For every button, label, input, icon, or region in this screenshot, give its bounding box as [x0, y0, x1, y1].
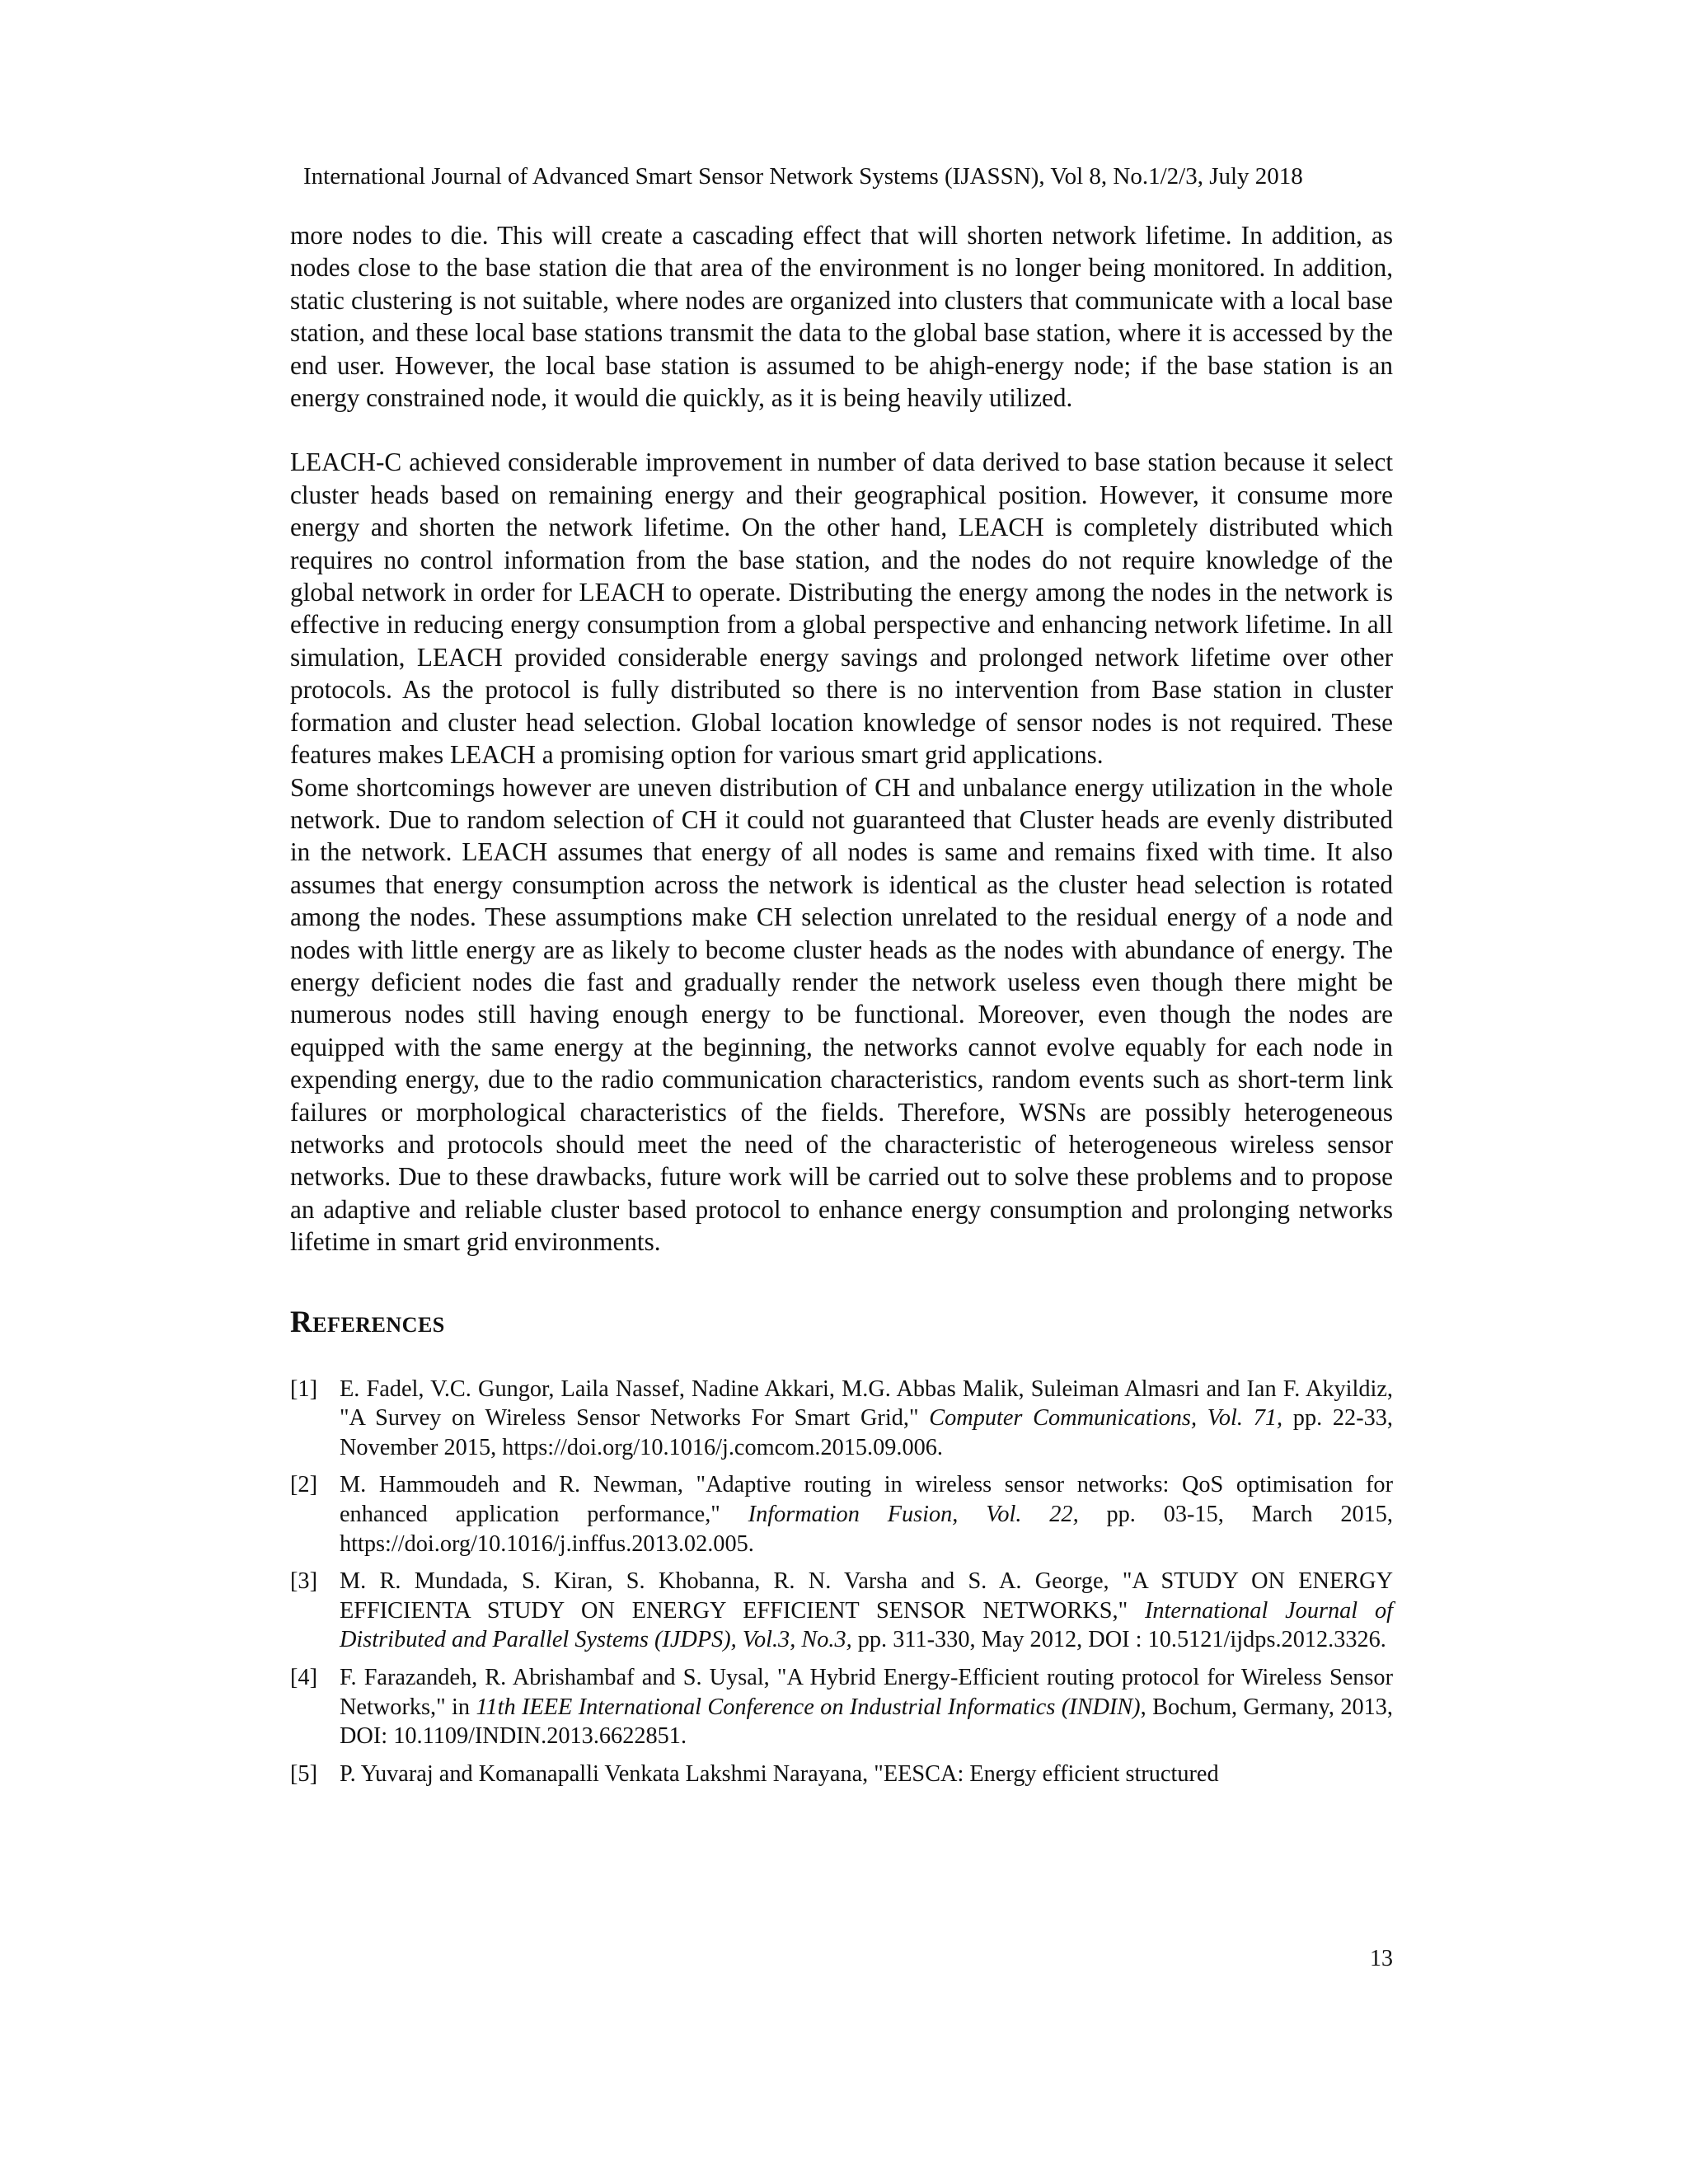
reference-text: P. Yuvaraj and Komanapalli Venkata Lakshmi Narayana, "EESCA: Energy efficient structured — [340, 1760, 1219, 1787]
reference-item — [290, 1375, 1393, 1463]
reference-item — [290, 1470, 1393, 1558]
reference-item — [290, 1760, 1393, 1789]
body-paragraph: LEACH-C achieved considerable improvement in number of data derived to base station because it select cluster heads based on remaining energy and their geographical position. However, it consume more energy and shorten the network lifetime. On the other hand, LEACH is completely distributed which requires no control information from the base station, and the nodes do not require knowledge of the global network in order for LEACH to operate. Distributing the energy among the nodes in the network is effective in reducing energy consumption from a global perspective and enhancing network lifetime. In all simulation, LEACH provided considerable energy savings and prolonged network lifetime over other protocols. As the protocol is fully distributed so there is no intervention from Base station in cluster formation and cluster head selection. Global location knowledge of sensor nodes is not required. These features makes LEACH a promising option for various smart grid applications. — [290, 448, 1393, 770]
reference-number: [2] — [290, 1472, 317, 1498]
reference-text: M. Hammoudeh and R. Newman, "Adaptive routing in wireless sensor networks: QoS optimisation for enhanced application performance," — [340, 1472, 1393, 1527]
reference-number: [1] — [290, 1376, 317, 1402]
page-number: 13 — [1370, 1946, 1393, 1971]
reference-details: pp. 03-15, March 2015, https://doi.org/10.1016/j.inffus.2013.02.005. — [340, 1501, 1393, 1557]
body-paragraph: more nodes to die. This will create a cascading effect that will shorten network lifetime. In addition, as nodes close to the base station die that area of the environment is no longer being monitored. In addition, static clustering is not suitable, where nodes are organized into clusters that communicate with a local base station, and these local base stations transmit the data to the global base station, where it is accessed by the end user. However, the local base station is assumed to be ahigh-energy node; if the base station is an energy constrained node, it would die quickly, as it is being heavily utilized. — [290, 221, 1393, 413]
reference-source: Information Fusion, Vol. 22, — [748, 1501, 1079, 1527]
body-paragraph: Some shortcomings however are uneven distribution of CH and unbalance energy utilization in the whole network. Due to random selection of CH it could not guaranteed that Cluster heads are evenly distributed in the network. LEACH assumes that energy of all nodes is same and remains fixed with time. It also assumes that energy consumption across the network is identical as the cluster head selection is rotated among the nodes. These assumptions make CH selection unrelated to the residual energy of a node and nodes with little energy are as likely to become cluster heads as the nodes with abundance of energy. The energy deficient nodes die fast and gradually render the network useless even though there might be numerous nodes still having enough energy to be functional. Moreover, even though the nodes are equipped with the same energy at the beginning, the networks cannot evolve equably for each node in expending energy, due to the radio communication characteristics, random events such as short-term link failures or morphological characteristics of the fields. Therefore, WSNs are possibly heterogeneous networks and protocols should meet the need of the characteristic of heterogeneous wireless sensor networks. Due to these drawbacks, future work will be carried out to solve these problems and to propose an adaptive and reliable cluster based protocol to enhance energy consumption and prolonging networks lifetime in smart grid environments. — [290, 772, 1393, 1257]
reference-text: E. Fadel, V.C. Gungor, Laila Nassef, Nadine Akkari, M.G. Abbas Malik, Suleiman Almasri and Ian F. Akyildiz, "A Survey on Wireless Sensor Networks For Smart Grid," — [340, 1376, 1393, 1432]
reference-source: 11th IEEE International Conference on Industrial Informatics (INDIN) — [476, 1694, 1141, 1720]
references-heading: References — [290, 1305, 445, 1339]
reference-item — [290, 1567, 1393, 1655]
reference-details: pp. 311-330, May 2012, DOI : 10.5121/ijdps.2012.3326. — [851, 1627, 1386, 1653]
reference-details: , Bochum, Germany, 2013, DOI: 10.1109/INDIN.2013.6622851. — [340, 1694, 1393, 1750]
page-body — [290, 219, 1393, 1797]
reference-item — [290, 1663, 1393, 1751]
reference-text: M. R. Mundada, S. Kiran, S. Khobanna, R. N. Varsha and S. A. George, "A STUDY ON ENERGY EFFICIENTA STUDY ON ENERGY EFFICIENT SENSOR NETWORKS," — [340, 1568, 1393, 1624]
reference-source: Computer Communications, Vol. 71, — [929, 1405, 1283, 1432]
reference-details: pp. 22-33, November 2015, https://doi.org/10.1016/j.comcom.2015.09.006. — [340, 1405, 1393, 1460]
reference-number: [5] — [290, 1760, 317, 1787]
reference-number: [3] — [290, 1568, 317, 1595]
references-list — [290, 1375, 1393, 1789]
reference-number: [4] — [290, 1664, 317, 1690]
reference-source: International Journal of Distributed and Parallel Systems (IJDPS), Vol.3, No.3, — [340, 1597, 1393, 1653]
running-header: International Journal of Advanced Smart Sensor Network Systems (IJASSN), Vol 8, No.1/2/3, July 2018 — [303, 163, 1303, 190]
reference-text: F. Farazandeh, R. Abrishambaf and S. Uysal, "A Hybrid Energy-Efficient routing protocol for Wireless Sensor Networks," in — [340, 1664, 1393, 1720]
